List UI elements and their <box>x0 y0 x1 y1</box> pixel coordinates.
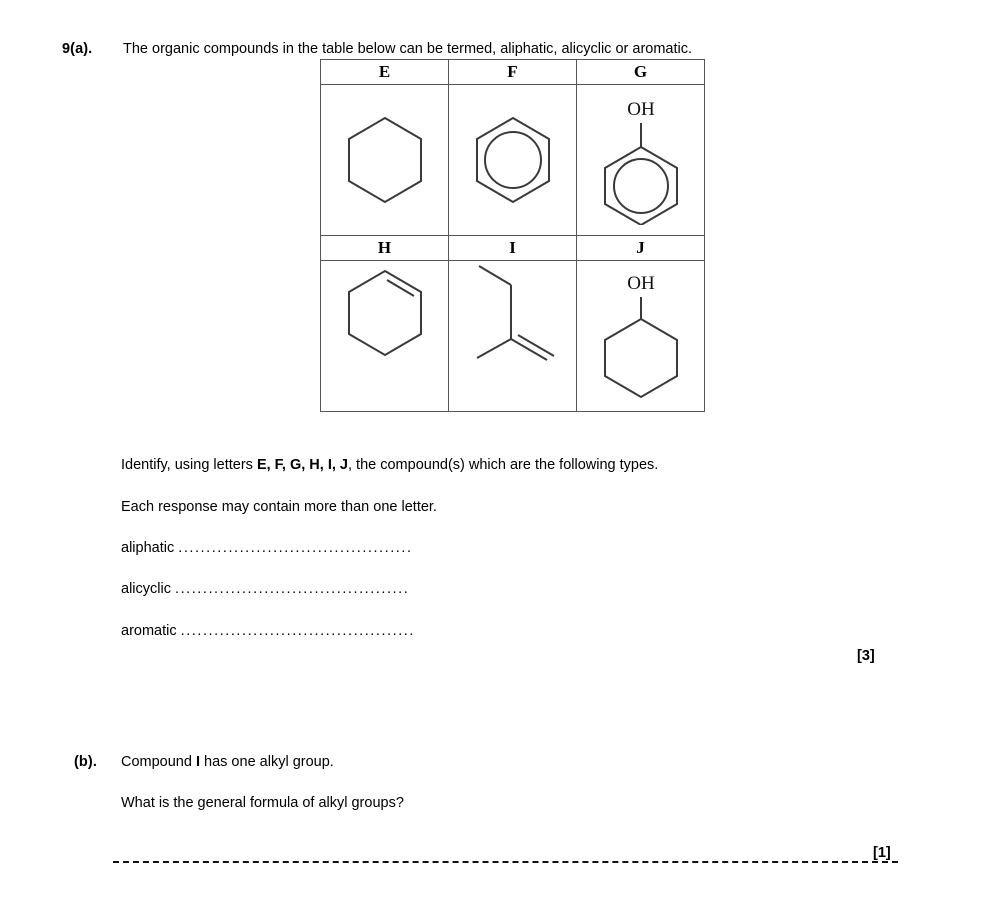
structure-cyclohexene <box>321 261 448 411</box>
answer-dots-aromatic: .......................................... <box>180 623 415 639</box>
answer-label-alicyclic: alicyclic <box>121 581 171 597</box>
identify-prefix: Identify, using letters <box>121 457 257 473</box>
substituent-label-OH-J: OH <box>626 273 655 294</box>
compound-cell-F <box>449 85 577 236</box>
table-header-row-1 <box>321 60 705 85</box>
structure-2-methylbut-1-ene <box>449 261 576 411</box>
identify-suffix: , the compound(s) which are the following types. <box>348 457 659 473</box>
structure-cyclohexane <box>321 85 448 235</box>
answer-line-aromatic[interactable] <box>121 623 415 639</box>
compound-table <box>320 59 705 412</box>
question-stem-9a: The organic compounds in the table below can be termed, aliphatic, alicyclic or aromatic. <box>123 41 693 57</box>
identify-letters: E, F, G, H, I, J <box>256 457 348 473</box>
answer-label-aliphatic: aliphatic <box>121 540 175 556</box>
answer-line-aliphatic[interactable] <box>121 540 413 556</box>
marks-part-b: [1] <box>873 845 891 861</box>
compound-letter-J: J <box>577 236 705 261</box>
question-number-9b: (b). <box>74 754 97 770</box>
table-structure-row-1 <box>321 85 705 236</box>
compound-letter-H: H <box>321 236 449 261</box>
marks-part-a: [3] <box>857 648 875 664</box>
question-stem-9b-line2: What is the general formula of alkyl groups? <box>121 795 404 811</box>
answer-label-aromatic: aromatic <box>121 623 177 639</box>
answer-rule-part-b[interactable] <box>113 861 898 863</box>
compound-letter-F: F <box>449 60 577 85</box>
table-structure-row-2 <box>321 261 705 412</box>
question-number-9a: 9(a). <box>62 41 93 57</box>
identify-instruction <box>121 457 658 473</box>
answer-line-alicyclic[interactable] <box>121 581 409 597</box>
table-header-row-2 <box>321 236 705 261</box>
compound-cell-I <box>449 261 577 412</box>
compound-cell-E <box>321 85 449 236</box>
each-response-note: Each response may contain more than one letter. <box>121 499 437 515</box>
compound-letter-G: G <box>577 60 705 85</box>
qb-line1-prefix: Compound <box>121 754 196 770</box>
structure-phenol <box>577 85 704 235</box>
compound-cell-G <box>577 85 705 236</box>
compound-cell-H <box>321 261 449 412</box>
structure-benzene <box>449 85 576 235</box>
compound-cell-J <box>577 261 705 412</box>
qb-line1-suffix: has one alkyl group. <box>200 754 334 770</box>
substituent-label-OH-G: OH <box>626 99 655 120</box>
answer-dots-alicyclic: .......................................... <box>174 581 410 597</box>
answer-dots-aliphatic: .......................................... <box>178 540 413 556</box>
qb-line1-letter: I <box>195 754 200 770</box>
structure-cyclohexanol <box>577 261 704 411</box>
compound-letter-E: E <box>321 60 449 85</box>
question-stem-9b-line1 <box>121 754 334 770</box>
compound-letter-I: I <box>449 236 577 261</box>
